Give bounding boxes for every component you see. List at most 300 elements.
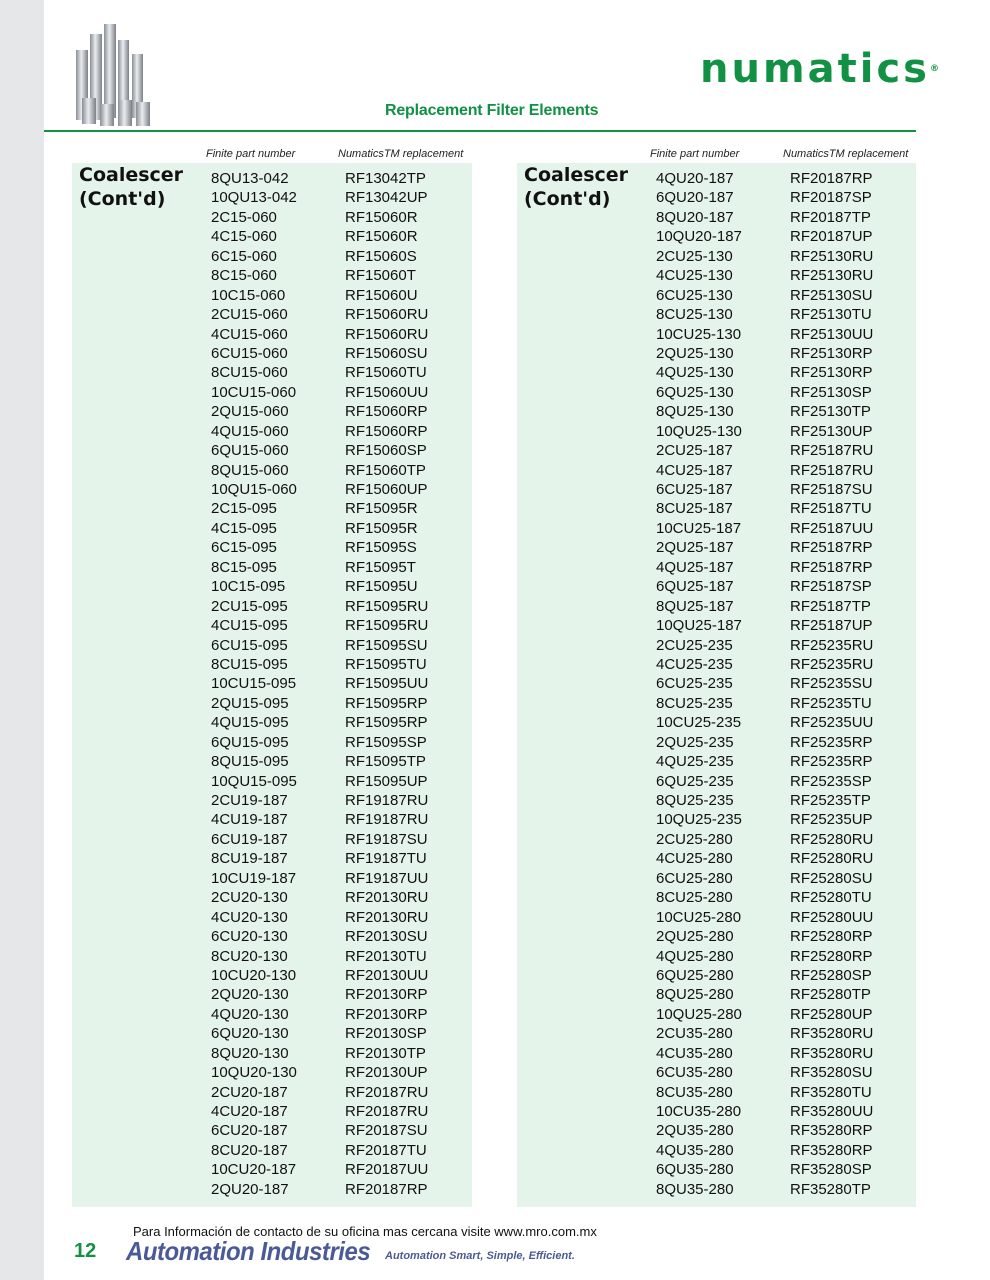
table-row: [656, 247, 920, 266]
part-number-cell: 10CU20-130: [211, 966, 297, 984]
part-number-cell: 8QU15-095: [211, 753, 289, 771]
replacement-cell: RF15060RP: [345, 422, 428, 440]
table-row: [656, 558, 920, 577]
part-number-cell: 6QU35-280: [656, 1161, 734, 1179]
table-row: [211, 616, 475, 635]
table-row: [656, 1044, 920, 1063]
replacement-cell: RF15060R: [345, 208, 418, 226]
replacement-cell: RF25130UP: [790, 422, 873, 440]
brand-slogan: Automation Smart, Simple, Efficient.: [385, 1250, 575, 1262]
replacement-cell: RF19187UU: [345, 869, 429, 887]
table-row: [656, 266, 920, 285]
part-number-cell: 10C15-060: [211, 286, 286, 304]
part-number-cell: 2C15-095: [211, 500, 277, 518]
replacement-cell: RF25187RU: [790, 461, 874, 479]
part-number-cell: 6CU15-060: [211, 344, 288, 362]
replacement-cell: RF15095R: [345, 500, 418, 518]
replacement-cell: RF15095T: [345, 558, 416, 576]
replacement-cell: RF25187UP: [790, 617, 873, 635]
replacement-cell: RF25187UU: [790, 519, 874, 537]
part-number-cell: 2CU25-187: [656, 442, 733, 460]
part-number-cell: 4C15-060: [211, 228, 277, 246]
replacement-cell: RF15060RU: [345, 306, 429, 324]
left-part-number-header: Finite part number: [206, 148, 296, 160]
part-number-cell: 6CU19-187: [211, 830, 288, 848]
part-number-cell: 10CU25-187: [656, 519, 742, 537]
table-row: [656, 499, 920, 518]
part-number-cell: 6QU15-095: [211, 733, 289, 751]
part-number-cell: 6QU25-130: [656, 383, 734, 401]
replacement-cell: RF25187SU: [790, 481, 873, 498]
part-number-cell: 6CU25-130: [656, 286, 733, 304]
table-row: [211, 266, 475, 285]
table-row: [211, 869, 475, 888]
table-row: [656, 908, 920, 927]
replacement-cell: RF25235TP: [790, 792, 871, 809]
part-number-cell: 6QU25-280: [656, 966, 734, 984]
replacement-cell: RF13042UP: [345, 189, 428, 207]
table-row: [211, 947, 475, 966]
part-number-cell: 4QU25-187: [656, 558, 734, 576]
replacement-cell: RF35280RU: [790, 1044, 874, 1062]
right-part-number-header: Finite part number: [650, 148, 740, 160]
table-row: [656, 169, 920, 188]
table-row: [211, 461, 475, 480]
table-row: [211, 1102, 475, 1121]
filter-elements-image: [70, 20, 160, 132]
replacement-cell: RF25130SU: [790, 286, 873, 304]
part-number-cell: 6C15-060: [211, 247, 277, 265]
replacement-cell: RF19187SU: [345, 830, 428, 848]
replacement-cell: RF15095RP: [345, 714, 428, 732]
table-row: [656, 869, 920, 888]
replacement-cell: RF25280RU: [790, 850, 874, 868]
table-row: [211, 1083, 475, 1102]
replacement-cell: RF20130RU: [345, 889, 429, 907]
table-row: [656, 733, 920, 752]
part-number-cell: 2CU19-187: [211, 792, 288, 809]
part-number-cell: 8CU25-130: [656, 306, 733, 324]
part-number-cell: 8CU15-095: [211, 655, 288, 673]
part-number-cell: 8QU25-280: [656, 986, 734, 1004]
table-row: [211, 1024, 475, 1043]
replacement-cell: RF20130SP: [345, 1025, 427, 1043]
table-row: [211, 674, 475, 693]
part-number-cell: 2QU25-187: [656, 539, 734, 557]
replacement-cell: RF25130RP: [790, 344, 873, 362]
part-number-cell: 4CU15-060: [211, 325, 288, 343]
replacement-cell: RF35280RP: [790, 1122, 873, 1140]
table-row: [656, 636, 920, 655]
replacement-cell: RF15095RU: [345, 617, 429, 635]
part-number-cell: 8QU15-060: [211, 461, 289, 479]
table-row: [656, 947, 920, 966]
table-row: [656, 966, 920, 985]
part-number-cell: 8CU20-187: [211, 1141, 288, 1159]
replacement-cell: RF35280SU: [790, 1064, 873, 1082]
replacement-cell: RF25130TU: [790, 306, 872, 324]
table-row: [656, 830, 920, 849]
table-row: [656, 791, 920, 810]
table-row: [656, 713, 920, 732]
replacement-cell: RF15060U: [345, 286, 418, 304]
part-number-cell: 4CU25-280: [656, 850, 733, 868]
replacement-cell: RF25187RP: [790, 539, 873, 557]
table-row: [656, 772, 920, 791]
section-title: Replacement Filter Elements: [385, 102, 599, 119]
replacement-cell: RF25280UU: [790, 908, 874, 926]
part-number-cell: 4CU19-187: [211, 811, 288, 829]
part-number-cell: 10QU13-042: [211, 189, 297, 207]
table-row: [211, 888, 475, 907]
part-number-cell: 10CU25-235: [656, 714, 742, 732]
table-row: [211, 597, 475, 616]
part-number-cell: 4CU25-235: [656, 655, 733, 673]
part-number-cell: 10CU20-187: [211, 1161, 297, 1179]
part-number-cell: 2QU25-130: [656, 344, 734, 362]
table-row: [211, 772, 475, 791]
table-row: [211, 908, 475, 927]
table-row: [211, 480, 475, 499]
table-row: [656, 383, 920, 402]
part-number-cell: 2C15-060: [211, 208, 277, 226]
table-row: [211, 383, 475, 402]
replacement-cell: RF20187RP: [790, 170, 873, 187]
table-row: [656, 1005, 920, 1024]
table-row: [211, 1044, 475, 1063]
replacement-cell: RF15060UU: [345, 383, 429, 401]
table-row: [211, 713, 475, 732]
replacement-cell: RF20187RU: [345, 1103, 429, 1120]
table-row: [211, 791, 475, 810]
part-number-cell: 6CU15-095: [211, 636, 288, 654]
replacement-cell: RF25235UU: [790, 714, 874, 732]
part-number-cell: 8CU15-060: [211, 364, 288, 382]
part-number-cell: 10QU25-130: [656, 422, 742, 440]
replacement-cell: RF25280TP: [790, 986, 871, 1004]
table-row: [211, 1121, 475, 1140]
part-number-cell: 6CU20-187: [211, 1122, 288, 1140]
replacement-cell: RF15095UP: [345, 772, 428, 790]
table-row: [656, 985, 920, 1004]
replacement-cell: RF25130RP: [790, 364, 873, 382]
header-divider: [44, 130, 916, 132]
replacement-cell: RF25187TP: [790, 597, 871, 615]
replacement-cell: RF25235RP: [790, 733, 873, 751]
part-number-cell: 6CU25-280: [656, 869, 733, 887]
part-number-cell: 8CU25-235: [656, 694, 733, 712]
table-row: [211, 538, 475, 557]
part-number-cell: 6QU20-187: [656, 189, 734, 207]
table-row: [656, 849, 920, 868]
part-number-cell: 4QU25-280: [656, 947, 734, 965]
table-row: [211, 305, 475, 324]
replacement-cell: RF25280RP: [790, 947, 873, 965]
replacement-cell: RF20187RP: [345, 1180, 428, 1198]
part-number-cell: 8QU25-235: [656, 792, 734, 809]
part-number-cell: 4CU25-130: [656, 267, 733, 285]
table-row: [656, 674, 920, 693]
part-number-cell: 4CU25-187: [656, 461, 733, 479]
table-row: [211, 966, 475, 985]
part-number-cell: 8QU20-130: [211, 1044, 289, 1062]
table-row: [211, 344, 475, 363]
replacement-cell: RF20187SP: [790, 189, 872, 207]
replacement-cell: RF20130SU: [345, 928, 428, 946]
replacement-cell: RF20130TP: [345, 1044, 426, 1062]
table-row: [211, 636, 475, 655]
replacement-cell: RF25235RP: [790, 753, 873, 771]
brand-name: Automation Industries: [126, 1236, 371, 1266]
right-replacement-header: NumaticsTM replacement: [783, 148, 909, 160]
replacement-cell: RF15060S: [345, 247, 417, 265]
part-number-cell: 10CU19-187: [211, 869, 297, 887]
part-number-cell: 2QU25-235: [656, 733, 734, 751]
part-number-cell: 10QU25-235: [656, 811, 742, 829]
replacement-cell: RF25280TU: [790, 889, 872, 907]
part-number-cell: 2CU20-130: [211, 889, 288, 907]
part-number-cell: 8QU25-187: [656, 597, 734, 615]
table-row: [656, 480, 920, 499]
part-number-cell: 2CU15-060: [211, 306, 288, 324]
replacement-cell: RF35280SP: [790, 1161, 872, 1179]
table-row: [211, 694, 475, 713]
table-row: [211, 1180, 475, 1199]
part-number-cell: 6CU25-235: [656, 675, 733, 693]
part-number-cell: 4QU25-130: [656, 364, 734, 382]
replacement-cell: RF20187TU: [345, 1141, 427, 1159]
table-row: [656, 208, 920, 227]
replacement-cell: RF15095UU: [345, 675, 429, 693]
replacement-cell: RF25130RU: [790, 247, 874, 265]
part-number-cell: 4C15-095: [211, 519, 277, 537]
replacement-cell: RF20187SU: [345, 1122, 428, 1140]
part-number-cell: 8CU19-187: [211, 850, 288, 868]
replacement-cell: RF25280SP: [790, 966, 872, 984]
right-category-label: Coalescer (Cont'd): [524, 164, 629, 210]
replacement-cell: RF20130TU: [345, 947, 427, 965]
replacement-cell: RF25280UP: [790, 1005, 873, 1023]
part-number-cell: 2QU20-187: [211, 1180, 289, 1198]
table-row: [656, 597, 920, 616]
table-row: [656, 286, 920, 305]
table-row: [656, 1160, 920, 1179]
table-row: [211, 1160, 475, 1179]
table-row: [656, 616, 920, 635]
replacement-cell: RF35280TP: [790, 1180, 871, 1198]
table-row: [211, 519, 475, 538]
table-row: [211, 577, 475, 596]
part-number-cell: 8CU25-280: [656, 889, 733, 907]
table-row: [656, 344, 920, 363]
part-number-cell: 10C15-095: [211, 578, 286, 596]
part-number-cell: 10QU20-187: [656, 228, 742, 246]
replacement-cell: RF35280TU: [790, 1083, 872, 1101]
table-row: [211, 208, 475, 227]
part-number-cell: 6QU25-235: [656, 772, 734, 790]
table-row: [656, 1141, 920, 1160]
replacement-cell: RF20130RP: [345, 986, 428, 1004]
replacement-cell: RF35280RU: [790, 1025, 874, 1043]
replacement-cell: RF20187TP: [790, 208, 871, 226]
replacement-cell: RF20130UU: [345, 966, 429, 984]
numatics-logo: numatics®: [700, 46, 939, 92]
table-row: [656, 927, 920, 946]
table-row: [211, 655, 475, 674]
part-number-cell: 8CU25-187: [656, 500, 733, 518]
replacement-cell: RF15060SP: [345, 442, 427, 460]
table-row: [211, 733, 475, 752]
part-number-cell: 10CU15-095: [211, 675, 297, 693]
replacement-cell: RF15060TP: [345, 461, 426, 479]
left-table-panel: [72, 163, 472, 1207]
replacement-cell: RF15095TP: [345, 753, 426, 771]
table-row: [211, 169, 475, 188]
table-row: [211, 830, 475, 849]
part-number-cell: 2QU15-060: [211, 403, 289, 421]
replacement-cell: RF15095S: [345, 539, 417, 557]
replacement-cell: RF15095SP: [345, 733, 427, 751]
part-number-cell: 4QU20-187: [656, 170, 734, 187]
table-row: [211, 402, 475, 421]
table-row: [211, 247, 475, 266]
replacement-cell: RF25280RU: [790, 830, 874, 848]
replacement-cell: RF20187UP: [790, 228, 873, 246]
replacement-cell: RF15060UP: [345, 481, 428, 498]
part-number-cell: 8QU25-130: [656, 403, 734, 421]
table-row: [211, 1063, 475, 1082]
table-row: [656, 1102, 920, 1121]
part-number-cell: 2CU35-280: [656, 1025, 733, 1043]
part-number-cell: 2QU20-130: [211, 986, 289, 1004]
table-row: [656, 441, 920, 460]
replacement-cell: RF20130UP: [345, 1064, 428, 1082]
replacement-cell: RF25235RU: [790, 636, 874, 654]
part-number-cell: 4CU15-095: [211, 617, 288, 635]
part-number-cell: 2CU25-235: [656, 636, 733, 654]
replacement-cell: RF13042TP: [345, 170, 426, 187]
table-row: [656, 538, 920, 557]
part-number-cell: 8CU20-130: [211, 947, 288, 965]
replacement-cell: RF15095U: [345, 578, 418, 596]
part-number-cell: 4CU20-130: [211, 908, 288, 926]
left-category-label: Coalescer (Cont'd): [79, 164, 184, 210]
part-number-cell: 6CU25-187: [656, 481, 733, 498]
replacement-cell: RF25187RU: [790, 442, 874, 460]
part-number-cell: 10QU20-130: [211, 1064, 297, 1082]
table-row: [211, 188, 475, 207]
part-number-cell: 8QU20-187: [656, 208, 734, 226]
replacement-cell: RF15060RU: [345, 325, 429, 343]
replacement-cell: RF15060TU: [345, 364, 427, 382]
part-number-cell: 4QU15-060: [211, 422, 289, 440]
replacement-cell: RF25130RU: [790, 267, 874, 285]
part-number-cell: 8C15-060: [211, 267, 277, 285]
table-row: [656, 1063, 920, 1082]
part-number-cell: 6CU35-280: [656, 1064, 733, 1082]
right-rows: [656, 169, 920, 1199]
table-row: [656, 461, 920, 480]
replacement-cell: RF15095RP: [345, 694, 428, 712]
replacement-cell: RF19187RU: [345, 792, 429, 809]
table-row: [211, 286, 475, 305]
table-row: [211, 422, 475, 441]
table-row: [656, 577, 920, 596]
table-row: [656, 325, 920, 344]
table-row: [211, 325, 475, 344]
part-number-cell: 10CU25-280: [656, 908, 742, 926]
replacement-cell: RF25235SP: [790, 772, 872, 790]
table-row: [656, 1024, 920, 1043]
table-row: [656, 1180, 920, 1199]
table-row: [656, 1083, 920, 1102]
table-row: [656, 188, 920, 207]
part-number-cell: 2QU35-280: [656, 1122, 734, 1140]
replacement-cell: RF15095R: [345, 519, 418, 537]
table-row: [656, 422, 920, 441]
table-row: [211, 499, 475, 518]
table-row: [656, 888, 920, 907]
table-row: [211, 363, 475, 382]
table-row: [656, 363, 920, 382]
part-number-cell: 4QU35-280: [656, 1141, 734, 1159]
part-number-cell: 6QU15-060: [211, 442, 289, 460]
replacement-cell: RF15060R: [345, 228, 418, 246]
replacement-cell: RF25235UP: [790, 811, 873, 829]
left-replacement-header: NumaticsTM replacement: [338, 148, 464, 160]
table-row: [656, 655, 920, 674]
replacement-cell: RF19187RU: [345, 811, 429, 829]
part-number-cell: 10QU15-060: [211, 481, 297, 498]
replacement-cell: RF25187TU: [790, 500, 872, 518]
replacement-cell: RF25235TU: [790, 694, 872, 712]
part-number-cell: 2CU20-187: [211, 1083, 288, 1101]
part-number-cell: 8QU35-280: [656, 1180, 734, 1198]
part-number-cell: 6QU25-187: [656, 578, 734, 596]
replacement-cell: RF20130RP: [345, 1005, 428, 1023]
replacement-cell: RF25130UU: [790, 325, 874, 343]
table-row: [211, 752, 475, 771]
replacement-cell: RF15095RU: [345, 597, 429, 615]
part-number-cell: 10CU35-280: [656, 1103, 742, 1120]
page-number: 12: [74, 1240, 97, 1262]
replacement-cell: RF19187TU: [345, 850, 427, 868]
part-number-cell: 4QU15-095: [211, 714, 289, 732]
left-rows: [211, 169, 475, 1199]
part-number-cell: 6CU20-130: [211, 928, 288, 946]
replacement-cell: RF20187RU: [345, 1083, 429, 1101]
replacement-cell: RF25187RP: [790, 558, 873, 576]
table-row: [211, 558, 475, 577]
replacement-cell: RF25280SU: [790, 869, 873, 887]
replacement-cell: RF25187SP: [790, 578, 872, 596]
part-number-cell: 8QU13-042: [211, 170, 289, 187]
table-row: [656, 519, 920, 538]
replacement-cell: RF15060T: [345, 267, 416, 285]
part-number-cell: 2CU25-130: [656, 247, 733, 265]
part-number-cell: 2CU15-095: [211, 597, 288, 615]
replacement-cell: RF15095TU: [345, 655, 427, 673]
part-number-cell: 4QU20-130: [211, 1005, 289, 1023]
table-row: [211, 441, 475, 460]
part-number-cell: 10QU25-280: [656, 1005, 742, 1023]
table-row: [656, 810, 920, 829]
right-table-panel: [517, 163, 916, 1207]
part-number-cell: 6C15-095: [211, 539, 277, 557]
part-number-cell: 8C15-095: [211, 558, 277, 576]
replacement-cell: RF20130RU: [345, 908, 429, 926]
replacement-cell: RF15060RP: [345, 403, 428, 421]
